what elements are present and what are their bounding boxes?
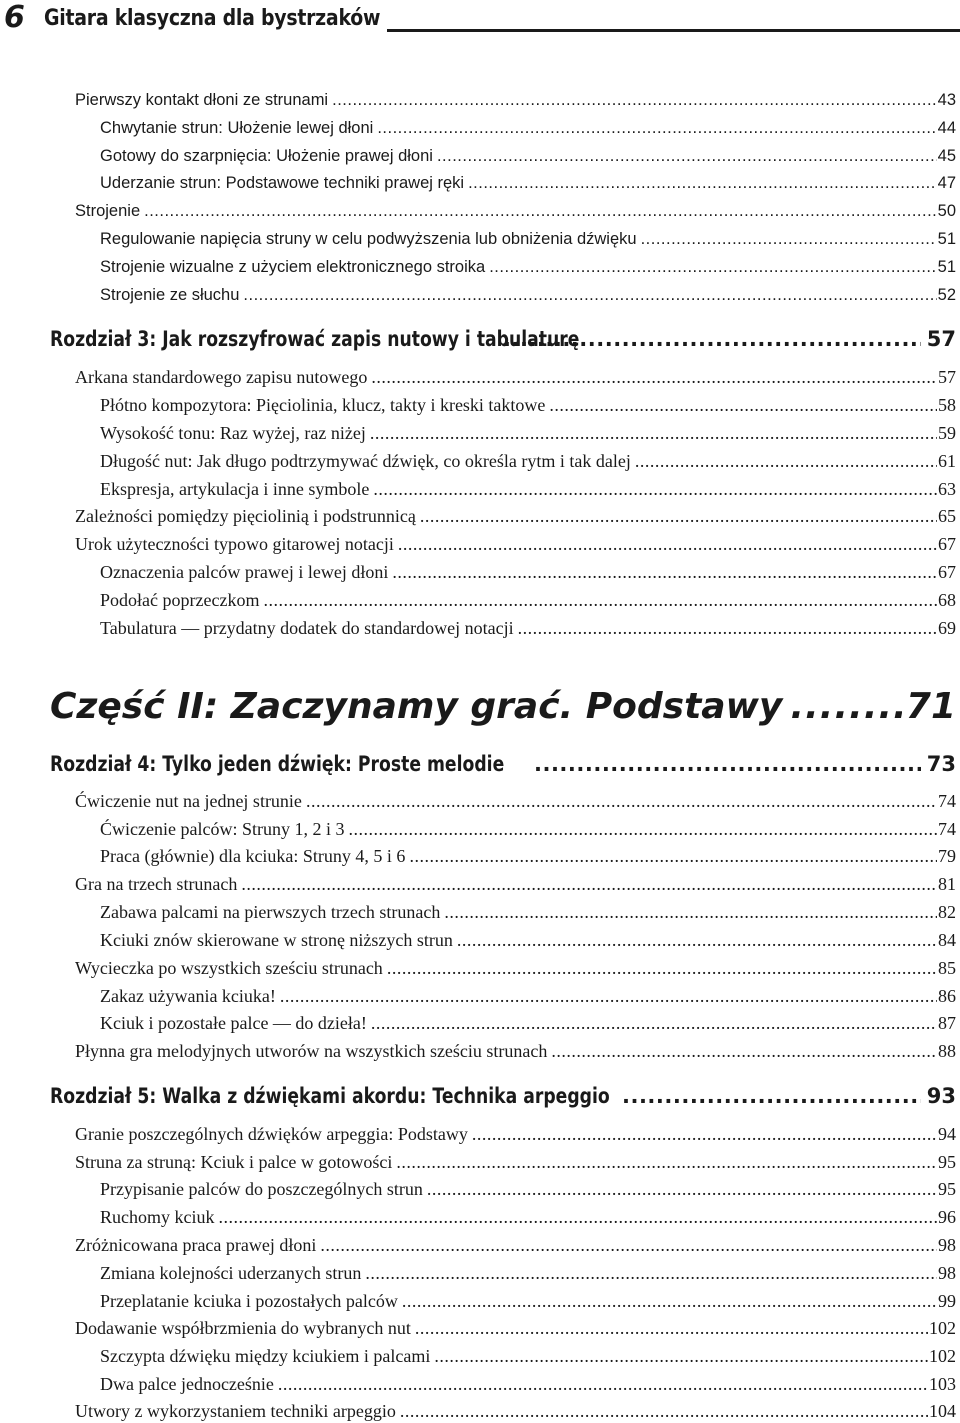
toc-entry[interactable] bbox=[100, 617, 956, 639]
toc-entry-title: Praca (głównie) dla kciuka: Struny 4, 5 i 6 bbox=[100, 846, 406, 866]
toc-entry[interactable] bbox=[100, 478, 956, 500]
toc-entry-title: Dwa palce jednocześnie bbox=[100, 1374, 274, 1394]
toc-entry-page: 58 bbox=[938, 395, 956, 415]
toc-entry[interactable] bbox=[75, 1400, 956, 1422]
toc-entry-page: 104 bbox=[929, 1401, 956, 1421]
toc-entry-title: Płynna gra melodyjnych utworów na wszystkich sześciu strunach bbox=[75, 1041, 548, 1061]
chapter-page: 57 bbox=[926, 327, 956, 351]
toc-entry-page: 86 bbox=[938, 986, 956, 1006]
toc-entry[interactable] bbox=[75, 200, 956, 222]
toc-entry-page: 99 bbox=[938, 1291, 956, 1311]
toc-entry-title: Kciuki znów skierowane w stronę niższych strun bbox=[100, 930, 453, 950]
toc-entry-page: 69 bbox=[938, 618, 956, 638]
toc-entry[interactable] bbox=[75, 1151, 956, 1173]
toc-entry[interactable] bbox=[100, 145, 956, 167]
toc-entry-title: Chwytanie strun: Ułożenie lewej dłoni bbox=[100, 119, 374, 137]
toc-entry-page: 81 bbox=[938, 874, 956, 894]
toc-entry-title: Ćwiczenie palców: Struny 1, 2 i 3 bbox=[100, 819, 345, 839]
toc-entry[interactable] bbox=[75, 1234, 956, 1256]
toc-entry-page: 65 bbox=[938, 506, 956, 526]
header-rule bbox=[387, 29, 960, 32]
toc-entry[interactable] bbox=[75, 1123, 956, 1145]
toc-entry-title: Strojenie wizualne z użyciem elektronicznego stroika bbox=[100, 258, 486, 276]
toc-entry[interactable] bbox=[100, 228, 956, 250]
toc-entry-title: Ćwiczenie nut na jednej strunie bbox=[75, 791, 302, 811]
toc-entry-page: 68 bbox=[938, 590, 956, 610]
toc-entry-title: Pierwszy kontakt dłoni ze strunami bbox=[75, 91, 329, 109]
toc-entry-title: Granie poszczególnych dźwięków arpeggia: Podstawy bbox=[75, 1124, 468, 1144]
toc-entry-title: Regulowanie napięcia struny w celu podwyższenia lub obniżenia dźwięku bbox=[100, 230, 637, 248]
toc-entry-title: Przeplatanie kciuka i pozostałych palców bbox=[100, 1291, 398, 1311]
toc-entry[interactable] bbox=[100, 1290, 956, 1312]
toc-entry[interactable] bbox=[100, 172, 956, 194]
toc-entry-title: Strojenie ze słuchu bbox=[100, 286, 240, 304]
toc-entry-title: Zmiana kolejności uderzanych strun bbox=[100, 1263, 362, 1283]
toc-entry[interactable] bbox=[75, 790, 956, 812]
page-number: 6 bbox=[4, 0, 25, 35]
toc-entry-title: Struna za struną: Kciuk i palce w gotowości bbox=[75, 1152, 393, 1172]
chapter-page: 73 bbox=[926, 752, 956, 776]
toc-entry-title: Gra na trzech strunach bbox=[75, 874, 238, 894]
part-title: Część II: Zaczynamy grać. Podstawy bbox=[50, 686, 783, 727]
toc-entry-page: 45 bbox=[937, 147, 956, 165]
toc-entry-page: 84 bbox=[938, 930, 956, 950]
toc-entry-title: Szczypta dźwięku między kciukiem i palcami bbox=[100, 1346, 431, 1366]
toc-entry-title: Przypisanie palców do poszczególnych strun bbox=[100, 1179, 423, 1199]
toc-entry-title: Zabawa palcami na pierwszych trzech strunach bbox=[100, 902, 441, 922]
toc-entry-page: 74 bbox=[938, 819, 956, 839]
toc-entry-title: Ruchomy kciuk bbox=[100, 1207, 215, 1227]
chapter-title: Rozdział 3: Jak rozszyfrować zapis nutowy i tabulaturę bbox=[50, 327, 580, 351]
toc-entry[interactable] bbox=[75, 533, 956, 555]
chapter-page: 93 bbox=[926, 1084, 956, 1108]
toc-entry-page: 103 bbox=[929, 1374, 956, 1394]
toc-entry-page: 79 bbox=[938, 846, 956, 866]
toc-entry[interactable] bbox=[100, 1262, 956, 1284]
toc-entry-page: 88 bbox=[938, 1041, 956, 1061]
toc-entry-page: 98 bbox=[938, 1235, 956, 1255]
toc-entry[interactable] bbox=[100, 901, 956, 923]
toc-entry-page: 85 bbox=[938, 958, 956, 978]
toc-entry-page: 74 bbox=[938, 791, 956, 811]
toc-entry-page: 95 bbox=[938, 1152, 956, 1172]
toc-entry[interactable] bbox=[75, 1317, 956, 1339]
toc-entry-page: 47 bbox=[937, 174, 956, 192]
toc-entry[interactable] bbox=[100, 561, 956, 583]
toc-entry-title: Zakaz używania kciuka! bbox=[100, 986, 276, 1006]
toc-entry[interactable] bbox=[100, 117, 956, 139]
toc-entry-page: 43 bbox=[937, 91, 956, 109]
chapter-title: Rozdział 4: Tylko jeden dźwięk: Proste melodie bbox=[50, 752, 505, 776]
toc-entry-title: Wysokość tonu: Raz wyżej, raz niżej bbox=[100, 423, 366, 443]
part-page: 71 bbox=[905, 686, 956, 727]
toc-entry[interactable] bbox=[100, 256, 956, 278]
toc-chapter-3[interactable] bbox=[50, 325, 956, 353]
toc-entry-page: 67 bbox=[938, 534, 956, 554]
toc-entry-title: Zależności pomiędzy pięciolinią i podstrunnicą bbox=[75, 506, 416, 526]
toc-entry-page: 50 bbox=[937, 202, 956, 220]
toc-entry-title: Dodawanie współbrzmienia do wybranych nut bbox=[75, 1318, 411, 1338]
toc-entry[interactable] bbox=[75, 505, 956, 527]
toc-entry-title: Długość nut: Jak długo podtrzymywać dźwięk, co określa rytm i tak dalej bbox=[100, 451, 631, 471]
toc-entry[interactable] bbox=[75, 89, 956, 111]
toc-entry-page: 51 bbox=[937, 230, 956, 248]
toc-entry[interactable] bbox=[100, 985, 956, 1007]
toc-entry-title: Urok użyteczności typowo gitarowej notacji bbox=[75, 534, 394, 554]
toc-entry-title: Uderzanie strun: Podstawowe techniki prawej ręki bbox=[100, 174, 465, 192]
toc-entry-page: 98 bbox=[938, 1263, 956, 1283]
toc-chapter-5[interactable] bbox=[50, 1082, 956, 1110]
toc-entry-page: 57 bbox=[938, 367, 956, 387]
toc-entry-title: Strojenie bbox=[75, 202, 141, 220]
toc-entry-page: 61 bbox=[938, 451, 956, 471]
toc-entry[interactable] bbox=[100, 450, 956, 472]
toc-entry-page: 52 bbox=[937, 286, 956, 304]
toc-entry[interactable] bbox=[100, 1206, 956, 1228]
book-title: Gitara klasyczna dla bystrzaków bbox=[44, 6, 381, 31]
toc-entry[interactable] bbox=[100, 1178, 956, 1200]
toc-entry[interactable] bbox=[100, 1345, 956, 1367]
toc-entry-title: Arkana standardowego zapisu nutowego bbox=[75, 367, 368, 387]
toc-entry-page: 87 bbox=[938, 1013, 956, 1033]
toc-entry[interactable] bbox=[100, 929, 956, 951]
toc-chapter-4[interactable] bbox=[50, 750, 956, 778]
chapter-title: Rozdział 5: Walka z dźwiękami akordu: Technika arpeggio bbox=[50, 1084, 610, 1108]
toc-entry-title: Kciuk i pozostałe palce — do dzieła! bbox=[100, 1013, 367, 1033]
toc-entry[interactable] bbox=[100, 1012, 956, 1034]
toc-entry[interactable] bbox=[100, 845, 956, 867]
toc-entry-page: 82 bbox=[938, 902, 956, 922]
toc-entry-title: Utwory z wykorzystaniem techniki arpeggio bbox=[75, 1401, 396, 1421]
page-header bbox=[0, 0, 960, 40]
toc-entry-page: 94 bbox=[938, 1124, 956, 1144]
toc-entry-title: Oznaczenia palców prawej i lewej dłoni bbox=[100, 562, 389, 582]
toc-entry-title: Zróżnicowana praca prawej dłoni bbox=[75, 1235, 317, 1255]
toc-entry[interactable] bbox=[100, 422, 956, 444]
toc-entry-title: Tabulatura — przydatny dodatek do standardowej notacji bbox=[100, 618, 514, 638]
toc-entry-page: 102 bbox=[929, 1318, 956, 1338]
toc-entry[interactable] bbox=[75, 957, 956, 979]
toc-part-2[interactable] bbox=[50, 685, 956, 729]
toc-entry[interactable] bbox=[75, 873, 956, 895]
toc-entry-title: Ekspresja, artykulacja i inne symbole bbox=[100, 479, 370, 499]
toc-entry[interactable] bbox=[100, 1373, 956, 1395]
toc-entry-title: Płótno kompozytora: Pięciolinia, klucz, takty i kreski taktowe bbox=[100, 395, 546, 415]
toc-entry-page: 63 bbox=[938, 479, 956, 499]
toc-entry-page: 44 bbox=[937, 119, 956, 137]
toc-entry-page: 96 bbox=[938, 1207, 956, 1227]
toc-entry-title: Podołać poprzeczkom bbox=[100, 590, 260, 610]
toc-entry[interactable] bbox=[100, 394, 956, 416]
toc-entry-page: 95 bbox=[938, 1179, 956, 1199]
toc-entry-page: 102 bbox=[929, 1346, 956, 1366]
toc-entry-page: 67 bbox=[938, 562, 956, 582]
toc-entry-page: 59 bbox=[938, 423, 956, 443]
toc-entry[interactable] bbox=[100, 284, 956, 306]
toc-entry[interactable] bbox=[100, 818, 956, 840]
toc-entry[interactable] bbox=[75, 1040, 956, 1062]
toc-entry[interactable] bbox=[100, 589, 956, 611]
toc-entry-page: 51 bbox=[937, 258, 956, 276]
toc-entry-title: Gotowy do szarpnięcia: Ułożenie prawej dłoni bbox=[100, 147, 433, 165]
toc-entry-title: Wycieczka po wszystkich sześciu strunach bbox=[75, 958, 383, 978]
toc-entry[interactable] bbox=[75, 366, 956, 388]
